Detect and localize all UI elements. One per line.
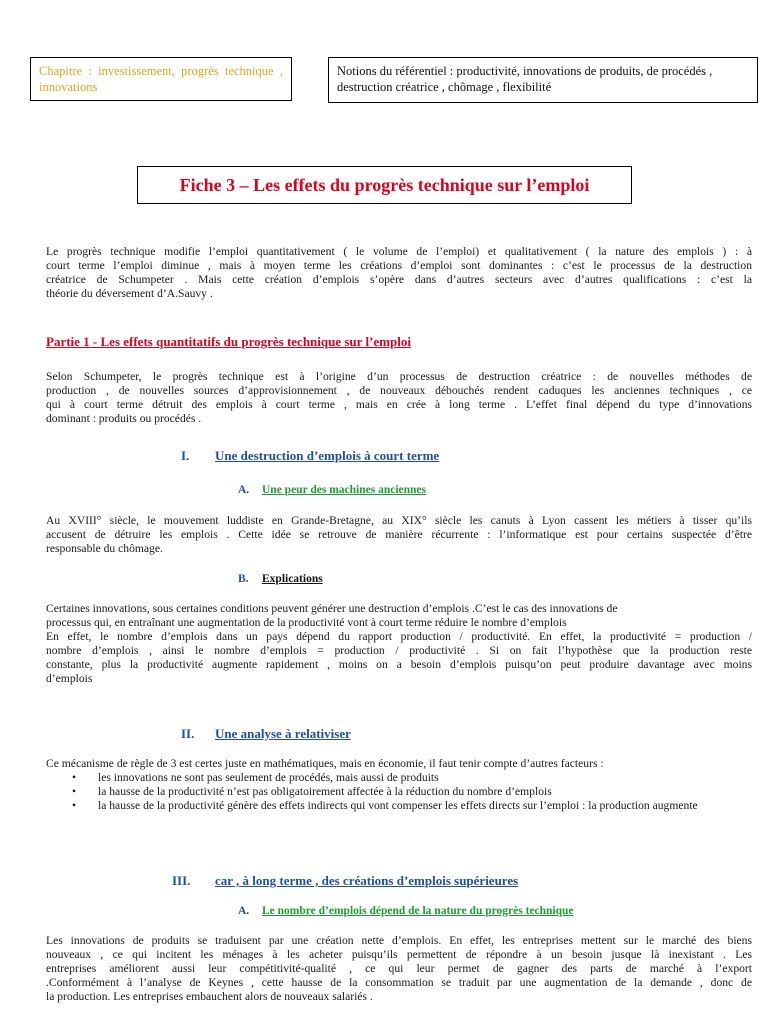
document-title: Fiche 3 – Les effets du progrès technique sur l’emploi [137, 166, 632, 204]
list-item: • la hausse de la productivité n’est pas obligatoirement affectée à la réduction du nombre d’emplois [72, 785, 552, 798]
list-item: • la hausse de la productivité génère des effets indirects qui vont compenser les effets directs sur l’emploi : la production augmente [72, 799, 698, 812]
notions-box: Notions du référentiel : productivité, innovations de produits, de procédés , destruction créatrice , chômage , flexibilité [328, 57, 758, 103]
section2-bullet-list [62, 771, 752, 813]
chapter-box: Chapitre : investissement, progrès technique , innovations [30, 57, 292, 101]
part1-paragraph: Selon Schumpeter, le progrès technique est à l’origine d’un processus de destruction créatrice : de nouvelles méthodes de production , de nouvelles sources d’approvisionnement , de nouveaux débouchés rendent caduques les anciennes techniques , ce qui à court terme détruit des emplois à court terme , mais en crée à long terme . L’effet final dépend du type d’innovations dominant : produits ou procédés . [46, 370, 752, 425]
section2-heading: II. Une analyse à relativiser [181, 726, 351, 741]
section3-subheading-a: A. Le nombre d’emplois dépend de la nature du progrès technique [238, 905, 574, 917]
section3-heading: III. car , à long terme , des créations d’emplois supérieures [172, 873, 519, 888]
section1-paragraph-b: Certaines innovations, sous certaines conditions peuvent générer une destruction d’emplois .C’est le cas des innovations de processus qui, en entraînant une augmentation de la productivité vont à court terme réduire le nombre d’emplois En effet, le nombre d’emplois dans un pays dépend du rapport production / productivité. En effet, la productivité = production / nombre d’emplois , ainsi le nombre d’emplois = production / productivité . Si on fait l’hypothèse que la production reste constante, plus la productivité augmente rapidement , moins on a besoin d’emplois puisqu’on peut produire davantage avec moins d’emplois [46, 602, 752, 685]
section1-heading: I. Une destruction d’emplois à court terme [181, 448, 440, 463]
section3-paragraph-a: Les innovations de produits se traduisent par une création nette d’emplois. En effet, les entreprises mettent sur le marché des biens nouveaux , ce qui incitent les ménages à les acheter puisqu’ils permettent de répondre à un besoin jusque là inexistant . Les entreprises améliorent aussi leur compétitivité-qualité , ce qui leur permet de gagner des parts de marché à l’export .Conformément à l’analyse de Keynes , cette hausse de la consommation se traduit par une augmentation de la demande , donc de la production. Les entreprises embauchent alors de nouveaux salariés . [46, 934, 752, 1003]
section1-subheading-b: B. Explications [238, 573, 323, 585]
section2-intro: Ce mécanisme de règle de 3 est certes juste en mathématiques, mais en économie, il faut tenir compte d’autres facteurs : [46, 757, 604, 770]
list-item: • les innovations ne sont pas seulement de procédés, mais aussi de produits [72, 771, 439, 784]
section1-paragraph-a: Au XVIII° siècle, le mouvement luddiste en Grande-Bretagne, au XIX° siècle les canuts à Lyon cassent les métiers à tisser qu’ils accusent de détruire les emplois . Cette idée se retrouve de manière récurrente : l’informatique est pour certains suspectée d’être responsable du chômage. [46, 514, 752, 555]
intro-paragraph: Le progrès technique modifie l’emploi quantitativement ( le volume de l’emploi) et qualitativement ( la nature des emplois ) : à court terme l’emploi diminue , mais à moyen terme les créations d’emploi sont dominantes : c’est le processus de la destruction créatrice de Schumpeter . Mais cette création d’emplois s’opère dans d’autres secteurs avec d’autres qualifications : c’est la théorie du déversement d’A.Sauvy . [46, 245, 752, 300]
part1-heading: Partie 1 - Les effets quantitatifs du progrès technique sur l’emploi [46, 334, 411, 349]
section1-subheading-a: A. Une peur des machines anciennes [238, 484, 426, 496]
